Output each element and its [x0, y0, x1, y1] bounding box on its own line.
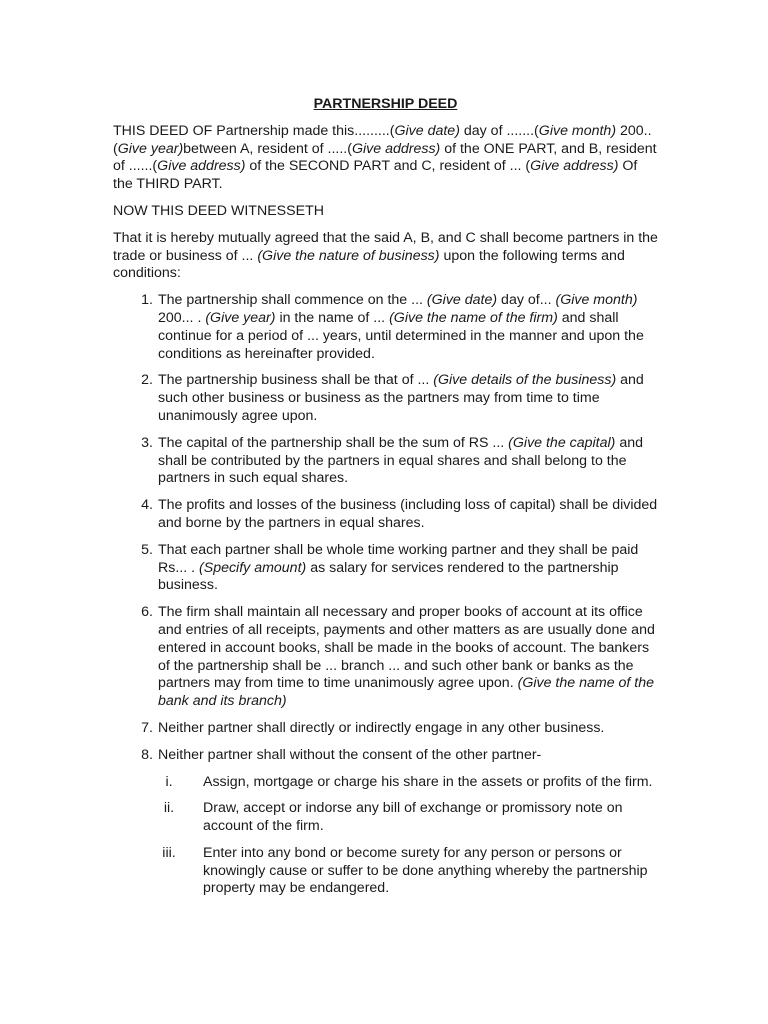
placeholder-text: (Give month) — [555, 292, 638, 309]
text-run: between A, resident of .....( — [183, 140, 352, 157]
clause-item — [113, 372, 658, 425]
clause-text — [158, 747, 658, 765]
clause-item — [113, 747, 658, 899]
subclause-item — [158, 800, 658, 836]
clause-number: 5. — [141, 541, 153, 558]
placeholder-text: (Give the capital) — [508, 434, 616, 451]
placeholder-text: Give address) — [351, 140, 441, 157]
subclause-item — [158, 845, 658, 898]
subclause-list — [158, 774, 658, 899]
text-run: THIS DEED OF Partnership made this.........( — [113, 122, 395, 139]
text-run: and such other business or business as the partners may from time to time unanimously agree upon. — [158, 372, 644, 424]
placeholder-text: (Give details of the business) — [433, 372, 617, 389]
text-run: day of... — [497, 292, 556, 309]
subclause-text: Draw, accept or indorse any bill of exchange or promissory note on account of the firm. — [203, 800, 623, 835]
text-run: That each partner shall be whole time working partner and they shall be paid Rs... . — [158, 541, 639, 576]
clause-number: 3. — [141, 434, 153, 451]
placeholder-text: (Give year) — [205, 309, 276, 326]
placeholder-text: (Give the name of the bank and its branch) — [158, 675, 655, 710]
text-run: of the SECOND PART and C, resident of ... ( — [245, 158, 531, 175]
clause-item — [113, 720, 658, 738]
clause-text — [158, 292, 658, 363]
clause-list — [113, 292, 658, 898]
text-run: Neither partner shall without the consent of the other partner- — [158, 746, 542, 763]
text-run: as salary for services rendered to the partnership business. — [158, 559, 619, 594]
text-run: 200... . — [158, 309, 206, 326]
document-title: PARTNERSHIP DEED — [313, 96, 458, 112]
text-run: in the name of ... — [275, 309, 390, 326]
text-run: upon the following terms and conditions: — [113, 247, 625, 282]
text-run: The partnership shall commence on the ... — [158, 292, 427, 309]
clause-text — [158, 720, 658, 738]
placeholder-text: Give date) — [394, 122, 460, 139]
placeholder-text: Give year) — [117, 140, 184, 157]
clause-text — [158, 497, 658, 533]
witness-line: NOW THIS DEED WITNESSETH — [113, 202, 324, 219]
text-run: That it is hereby mutually agreed that the said A, B, and C shall become partners in the trade or business of ... — [113, 229, 658, 264]
placeholder-text: Give address) — [157, 158, 246, 175]
clause-item — [113, 542, 658, 595]
subclause-number: iii. — [162, 844, 176, 861]
text-run: of the ONE PART, and B, resident of ......( — [113, 140, 657, 175]
text-run: Of the THIRD PART. — [113, 158, 638, 193]
subclause-item — [158, 774, 658, 792]
subclause-text: Assign, mortgage or charge his share in the assets or profits of the firm. — [203, 773, 653, 790]
clause-item — [113, 292, 658, 363]
placeholder-text: (Give date) — [426, 292, 498, 309]
text-run: and shall continue for a period of ... years, until determined in the manner and upon the conditions as hereinafter provided. — [158, 309, 644, 362]
clause-number: 2. — [141, 372, 153, 389]
text-run: and shall be contributed by the partners in equal shares and shall belong to the partners in such equal shares. — [158, 434, 644, 487]
clause-text — [158, 435, 658, 488]
clause-item — [113, 497, 658, 533]
text-run: The firm shall maintain all necessary and proper books of account at its office and entries of all receipts, payments and other matters as are usually done and entered in account books, shall be made in the books of account. The bankers of the partnership shall be ... branch ... and such other bank or banks as the partners may from time to time unanimously agree upon. — [158, 604, 655, 692]
clause-item — [113, 435, 658, 488]
placeholder-text: (Specify amount) — [199, 559, 307, 576]
subclause-text: Enter into any bond or become surety for any person or persons or knowingly cause or suffer to be done anything whereby the partnership property may be endangered. — [203, 844, 648, 897]
text-run: Neither partner shall directly or indirectly engage in any other business. — [158, 719, 605, 736]
clause-item — [113, 604, 658, 711]
document-page — [113, 96, 658, 907]
clause-text — [158, 372, 658, 425]
placeholder-text: Give month) — [538, 122, 617, 139]
text-run: day of .......( — [459, 122, 539, 139]
text-run: The partnership business shall be that of ... — [158, 372, 434, 389]
subclause-number: ii. — [163, 800, 175, 817]
clause-number: 7. — [141, 719, 153, 736]
clause-number: 4. — [141, 497, 153, 514]
subclause-number: i. — [165, 773, 173, 790]
agreement-paragraph — [113, 230, 658, 283]
clause-number: 8. — [141, 746, 153, 763]
text-run: The capital of the partnership shall be the sum of RS ... — [158, 434, 509, 451]
placeholder-text: Give address) — [530, 158, 619, 175]
placeholder-text: (Give the nature of business) — [257, 247, 440, 264]
clause-number: 6. — [141, 604, 153, 621]
text-run: The profits and losses of the business (including loss of capital) shall be divided and borne by the partners in equal shares. — [158, 497, 658, 531]
clause-text — [158, 542, 658, 595]
placeholder-text: (Give the name of the firm) — [389, 309, 558, 326]
text-run: 200..( — [113, 122, 652, 157]
clause-number: 1. — [141, 292, 153, 309]
intro-paragraph — [113, 123, 658, 194]
clause-text — [158, 604, 658, 711]
